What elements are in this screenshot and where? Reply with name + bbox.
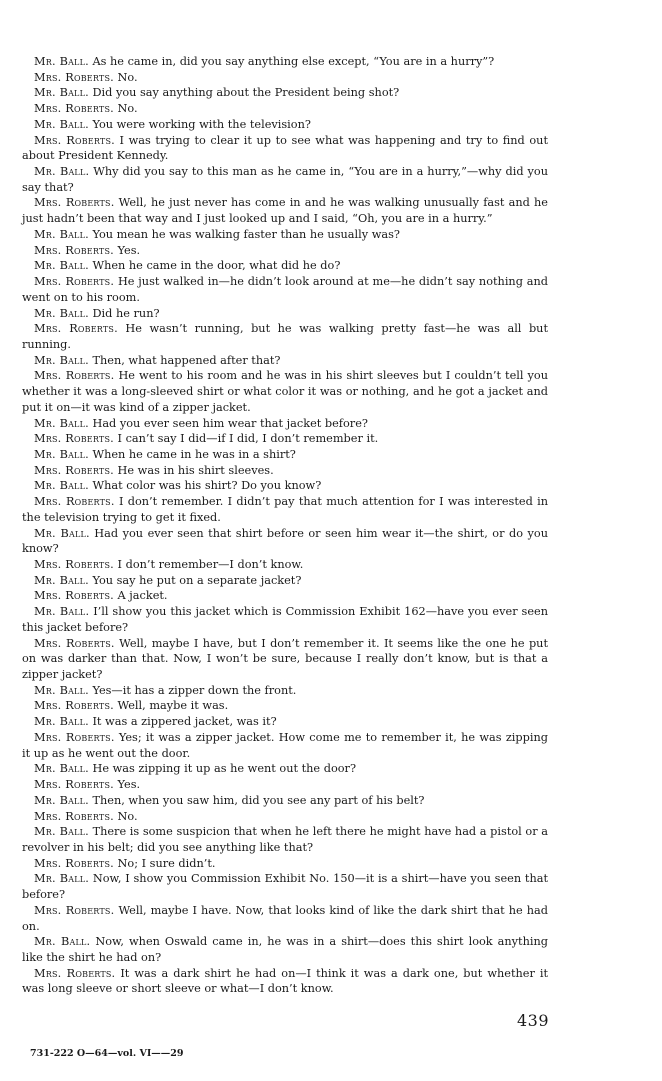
spoken-text: When he came in he was in a shirt? [92,447,296,461]
footer-print-code: 731-222 O—64—vol. VI——29 [30,1048,184,1059]
transcript-paragraph [22,856,548,872]
speaker-name: Mrs. Roberts. [34,102,114,116]
spoken-text: He just walked in—he didn’t look around at me—he didn’t say nothing and went on to his room. [22,275,548,304]
spoken-text: No; I sure didn’t. [117,856,216,870]
transcript-paragraph [22,306,548,322]
speaker-name: Mr. Ball. [34,306,89,320]
speaker-name: Mrs. Roberts. [34,196,115,210]
testimony-transcript [22,54,548,997]
transcript-paragraph [22,54,548,70]
spoken-text: Yes. [117,243,141,257]
spoken-text: Yes—it has a zipper down the front. [92,683,297,697]
spoken-text: I can’t say I did—if I did, I don’t remember it. [117,432,379,446]
speaker-name: Mr. Ball. [34,86,89,100]
speaker-name: Mr. Ball. [34,447,89,461]
transcript-paragraph [22,463,548,479]
speaker-name: Mr. Ball. [34,526,90,540]
speaker-name: Mr. Ball. [34,416,89,430]
spoken-text: He wasn’t running, but he was walking pretty fast—he was all but running. [22,322,548,351]
transcript-paragraph [22,588,548,604]
transcript-paragraph [22,416,548,432]
transcript-paragraph [22,368,548,415]
spoken-text: Well, he just never has come in and he was walking unusually fast and he just hadn’t been that way and I just looked up and I said, “Oh, you are in a hurry.” [22,196,548,226]
speaker-name: Mr. Ball. [34,935,91,949]
transcript-paragraph [22,258,548,274]
spoken-text: Now, I show you Commission Exhibit No. 150—it is a shirt—have you seen that before? [22,872,548,902]
speaker-name: Mrs. Roberts. [34,966,116,980]
speaker-name: Mrs. Roberts. [34,369,115,383]
transcript-paragraph [22,85,548,101]
spoken-text: Had you ever seen him wear that jacket before? [92,416,368,430]
spoken-text: Did he run? [92,306,160,320]
transcript-paragraph [22,447,548,463]
speaker-name: Mrs. Roberts. [34,558,114,571]
transcript-paragraph [22,431,548,447]
spoken-text: It was a dark shirt he had on—I think it was a dark one, but whether it was long sleeve or short sleeve or what—I don’t know. [22,966,548,996]
transcript-paragraph [22,573,548,589]
transcript-paragraph [22,557,548,573]
speaker-name: Mrs. Roberts. [34,322,118,336]
spoken-text: He was zipping it up as he went out the door? [92,762,356,776]
spoken-text: Why did you say to this man as he came in, “You are in a hurry,”—why did you say that? [22,165,548,194]
spoken-text: No. [117,70,138,84]
speaker-name: Mrs. Roberts. [34,699,114,713]
transcript-paragraph [22,604,548,635]
spoken-text: You say he put on a separate jacket? [92,573,302,587]
spoken-text: Did you say anything about the President being shot? [92,86,400,100]
spoken-text: As he came in, did you say anything else except, “You are in a hurry”? [92,55,495,68]
spoken-text: Yes. [117,778,141,792]
spoken-text: I don’t remember. I didn’t pay that much attention for I was interested in the television trying to get it fixed. [22,495,548,524]
transcript-paragraph [22,526,548,557]
transcript-paragraph [22,903,548,934]
speaker-name: Mrs. Roberts. [34,778,114,792]
spoken-text: You mean he was walking faster than he usually was? [92,227,400,241]
speaker-name: Mr. Ball. [34,715,89,729]
speaker-name: Mrs. Roberts. [34,463,114,477]
transcript-paragraph [22,777,548,793]
speaker-name: Mrs. Roberts. [34,432,114,446]
spoken-text: Well, maybe I have, but I don’t remember it. It seems like the one he put on was darker than that. Now, I won’t be sure, because I really don’t know, but is that a zipper jacket? [22,636,548,682]
spoken-text: I’ll show you this jacket which is Commission Exhibit 162—have you ever seen this jacket before? [22,605,548,634]
transcript-paragraph [22,714,548,730]
spoken-text: No. [117,809,138,823]
speaker-name: Mr. Ball. [34,683,89,697]
speaker-name: Mrs. Roberts. [34,495,115,509]
speaker-name: Mrs. Roberts. [34,856,114,870]
transcript-paragraph [22,117,548,133]
transcript-paragraph [22,70,548,86]
spoken-text: Yes; it was a zipper jacket. How come me to remember it, he was zipping it up as he went out the door. [22,730,549,760]
transcript-paragraph [22,195,548,226]
transcript-paragraph [22,824,548,855]
spoken-text: Then, what happened after that? [92,353,281,367]
speaker-name: Mr. Ball. [34,479,89,493]
transcript-paragraph [22,809,548,825]
speaker-name: Mrs. Roberts. [34,275,115,289]
spoken-text: Had you ever seen that shirt before or seen him wear it—the shirt, or do you know? [22,526,548,556]
spoken-text: Well, maybe I have. Now, that looks kind of like the dark shirt that he had on. [22,903,549,933]
transcript-paragraph [22,321,548,352]
transcript-paragraph [22,353,548,369]
speaker-name: Mr. Ball. [34,55,89,68]
speaker-name: Mr. Ball. [34,117,89,131]
spoken-text: Now, when Oswald came in, he was in a shirt—does this shirt look anything like the shirt he had on? [22,935,548,964]
transcript-paragraph [22,683,548,699]
spoken-text: I was trying to clear it up to see what was happening and try to find out about President Kennedy. [22,133,548,163]
speaker-name: Mrs. Roberts. [34,730,115,744]
transcript-paragraph [22,494,548,525]
spoken-text: I don’t remember—I don’t know. [117,558,304,571]
transcript-paragraph [22,243,548,259]
spoken-text: When he came in the door, what did he do? [92,259,341,273]
transcript-paragraph [22,636,548,683]
speaker-name: Mr. Ball. [34,227,89,241]
transcript-paragraph [22,101,548,117]
speaker-name: Mr. Ball. [34,762,89,776]
transcript-paragraph [22,478,548,494]
speaker-name: Mr. Ball. [34,825,89,839]
speaker-name: Mr. Ball. [34,872,90,886]
transcript-paragraph [22,274,548,305]
spoken-text: There is some suspicion that when he left there he might have had a pistol or a revolver in his belt; did you see anything like that? [22,825,548,854]
spoken-text: Well, maybe it was. [117,699,229,713]
transcript-paragraph [22,133,548,164]
transcript-paragraph [22,698,548,714]
speaker-name: Mrs. Roberts. [34,903,115,917]
spoken-text: A jacket. [117,589,168,603]
spoken-text: No. [117,102,138,116]
speaker-name: Mr. Ball. [34,793,89,807]
speaker-name: Mrs. Roberts. [34,589,114,603]
speaker-name: Mrs. Roberts. [34,243,114,257]
speaker-name: Mrs. Roberts. [34,809,114,823]
spoken-text: What color was his shirt? Do you know? [92,479,322,493]
page-number: 439 [516,1011,549,1030]
speaker-name: Mr. Ball. [34,573,89,587]
speaker-name: Mr. Ball. [34,353,89,367]
spoken-text: He went to his room and he was in his shirt sleeves but I couldn’t tell you whether it was a long-sleeved shirt or what color it was or nothing, and he got a jacket and put it on—it was kind of a zipper jacket. [22,369,549,414]
speaker-name: Mr. Ball. [34,259,89,273]
speaker-name: Mrs. Roberts. [34,636,115,650]
spoken-text: You were working with the television? [92,117,311,131]
transcript-paragraph [22,934,548,965]
transcript-paragraph [22,871,548,902]
transcript-paragraph [22,227,548,243]
spoken-text: Then, when you saw him, did you see any part of his belt? [92,793,425,807]
speaker-name: Mrs. Roberts. [34,70,114,84]
transcript-paragraph [22,761,548,777]
spoken-text: He was in his shirt sleeves. [117,463,274,477]
speaker-name: Mrs. Roberts. [34,133,115,147]
spoken-text: It was a zippered jacket, was it? [92,715,277,729]
transcript-paragraph [22,164,548,195]
speaker-name: Mr. Ball. [34,165,90,179]
transcript-paragraph [22,793,548,809]
speaker-name: Mr. Ball. [34,605,90,619]
transcript-paragraph [22,966,548,997]
transcript-paragraph [22,730,548,761]
